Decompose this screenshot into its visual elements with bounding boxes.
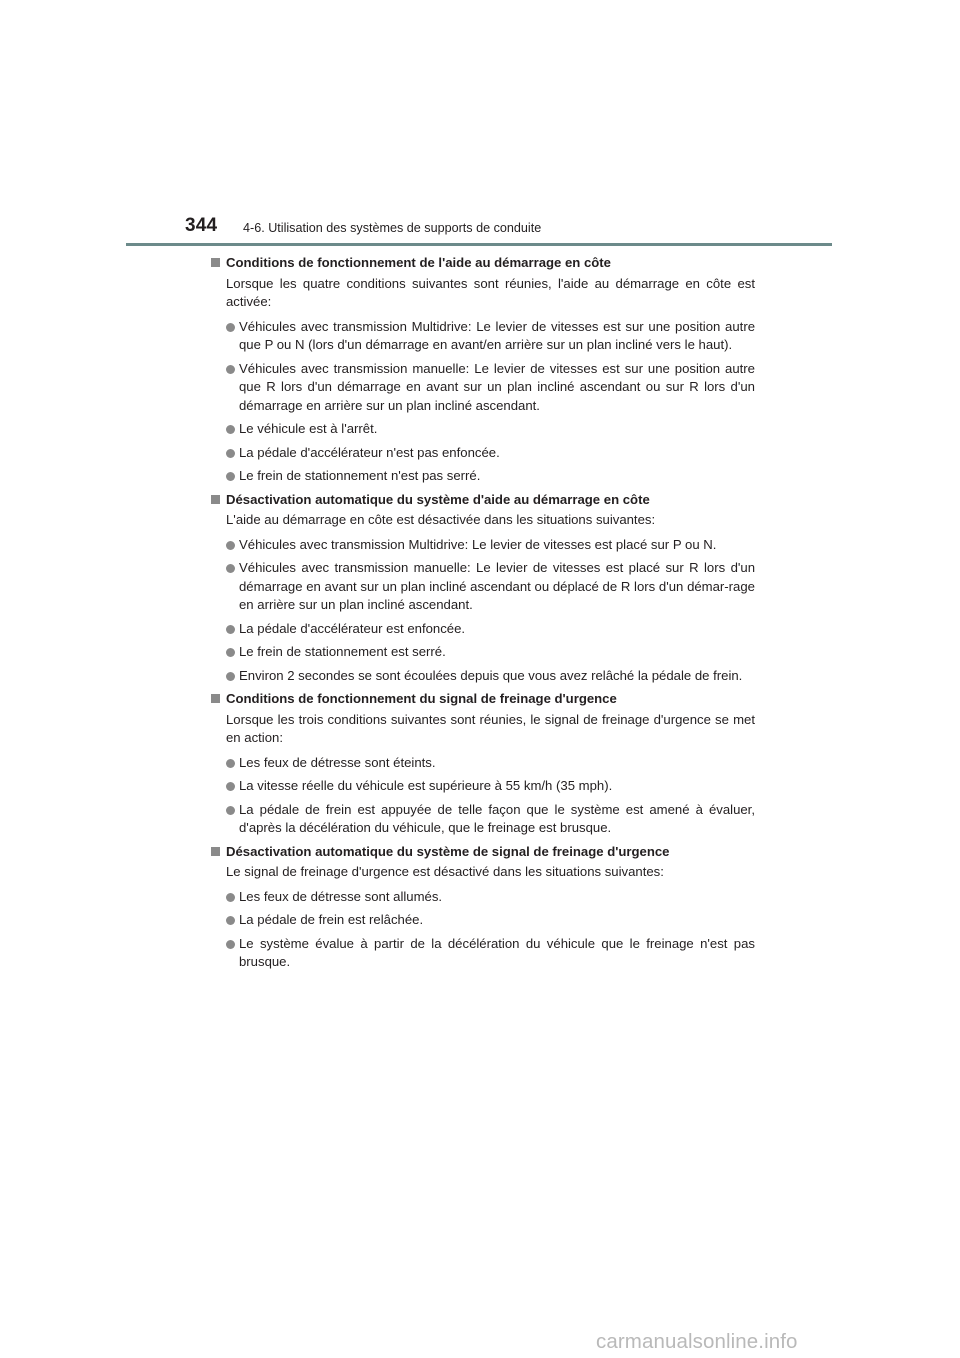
- bullet-dot-icon: [226, 782, 235, 791]
- list-item: La vitesse réelle du véhicule est supérieure à 55 km/h (35 mph).: [210, 777, 755, 796]
- section-hill-start-deactivation: [210, 491, 755, 686]
- section-title: Conditions de fonctionnement du signal de freinage d'urgence: [210, 690, 755, 709]
- section-title: Désactivation automatique du système de signal de freinage d'urgence: [210, 843, 755, 862]
- section-emergency-brake-signal-deactivation: [210, 843, 755, 972]
- list-item: Les feux de détresse sont allumés.: [210, 888, 755, 907]
- section-title: Conditions de fonctionnement de l'aide au démarrage en côte: [210, 254, 755, 273]
- bullet-dot-icon: [226, 672, 235, 681]
- bullet-dot-icon: [226, 648, 235, 657]
- list-item: Le système évalue à partir de la décélération du véhicule que le freinage n'est pas brusque.: [210, 935, 755, 972]
- page-content: [210, 254, 755, 977]
- bullet-dot-icon: [226, 365, 235, 374]
- list-item: Véhicules avec transmission Multidrive: Le levier de vitesses est sur une position autre que P ou N (lors d'un démarrage en avant/en arrière sur un plan incliné vers le haut).: [210, 318, 755, 355]
- list-item: La pédale d'accélérateur est enfoncée.: [210, 620, 755, 639]
- page-number: 344: [185, 215, 218, 236]
- chapter-title: 4-6. Utilisation des systèmes de supports de conduite: [243, 221, 542, 235]
- bullet-dot-icon: [226, 940, 235, 949]
- list-item: La pédale de frein est appuyée de telle façon que le système est amené à évaluer, d'après la décélération du véhicule, que le freinage est brusque.: [210, 801, 755, 838]
- list-item: Le véhicule est à l'arrêt.: [210, 420, 755, 439]
- list-item: Les feux de détresse sont éteints.: [210, 754, 755, 773]
- square-bullet-icon: [211, 495, 220, 504]
- bullet-dot-icon: [226, 916, 235, 925]
- section-intro: Le signal de freinage d'urgence est désactivé dans les situations suivantes:: [226, 864, 664, 879]
- bullet-dot-icon: [226, 564, 235, 573]
- bullet-dot-icon: [226, 541, 235, 550]
- bullet-dot-icon: [226, 806, 235, 815]
- section-intro: Lorsque les quatre conditions suivantes sont réunies, l'aide au démarrage en côte est activée:: [226, 275, 755, 309]
- list-item: Le frein de stationnement est serré.: [210, 643, 755, 662]
- list-item: La pédale d'accélérateur n'est pas enfoncée.: [210, 444, 755, 463]
- bullet-dot-icon: [226, 893, 235, 902]
- list-item: Véhicules avec transmission manuelle: Le levier de vitesses est sur une position autre que R lors d'un démarrage en avant sur un plan incliné ascendant ou sur R lors d'un démarrage en arrière sur un plan incliné ascendant.: [210, 360, 755, 416]
- list-item: Véhicules avec transmission manuelle: Le levier de vitesses est placé sur R lors d'un démarrage en avant sur un plan incliné ascendant ou déplacé de R lors d'un démar-rage en arrière sur un plan incliné ascendant.: [210, 559, 755, 615]
- square-bullet-icon: [211, 847, 220, 856]
- list-item: Environ 2 secondes se sont écoulées depuis que vous avez relâché la pédale de frein.: [210, 667, 755, 686]
- bullet-dot-icon: [226, 323, 235, 332]
- section-title: Désactivation automatique du système d'aide au démarrage en côte: [210, 491, 755, 510]
- square-bullet-icon: [211, 694, 220, 703]
- section-intro: Lorsque les trois conditions suivantes sont réunies, le signal de freinage d'urgence se met en action:: [226, 711, 755, 745]
- section-emergency-brake-signal-conditions: [210, 690, 755, 838]
- bullet-dot-icon: [226, 449, 235, 458]
- list-item: Véhicules avec transmission Multidrive: Le levier de vitesses est placé sur P ou N.: [210, 536, 755, 555]
- section-intro: L'aide au démarrage en côte est désactivée dans les situations suivantes:: [226, 512, 656, 527]
- bullet-dot-icon: [226, 625, 235, 634]
- header-divider: [126, 243, 832, 246]
- square-bullet-icon: [211, 258, 220, 267]
- bullet-dot-icon: [226, 425, 235, 434]
- section-hill-start-conditions: [210, 254, 755, 486]
- list-item: Le frein de stationnement n'est pas serré.: [210, 467, 755, 486]
- bullet-dot-icon: [226, 472, 235, 481]
- list-item: La pédale de frein est relâchée.: [210, 911, 755, 930]
- bullet-dot-icon: [226, 759, 235, 768]
- watermark: carmanualsonline.info: [596, 1330, 798, 1353]
